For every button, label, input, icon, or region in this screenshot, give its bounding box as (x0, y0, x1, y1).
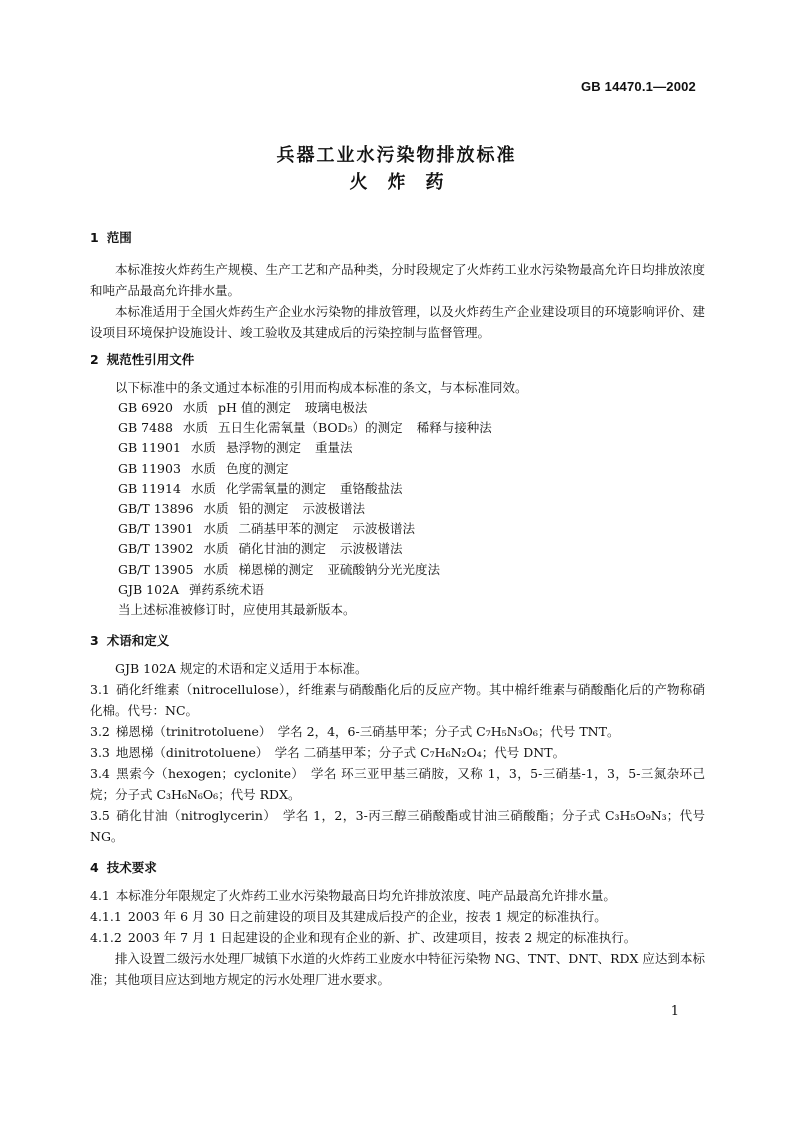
document-code: GB 14470.1—2002 (580, 79, 696, 94)
title-block (0, 143, 793, 197)
requirement-item: 4.1.2 2003 年 7 月 1 日起建设的企业和现有企业的新、扩、改建项目，按表 2 规定的标准执行。 (90, 930, 637, 946)
reference-item: GB/T 13905 水质 梯恩梯的测定 亚硫酸钠分光光度法 (118, 561, 441, 577)
reference-item: GB/T 13902 水质 硝化甘油的测定 示波极谱法 (118, 541, 403, 557)
term-definition: 3.5 硝化甘油（nitroglycerin） 学名 1，2，3-丙三醇三硝酸酯或甘油三硝酸酯；分子式 C₃H₅O₉N₃；代号 NG。 (90, 808, 705, 845)
reference-item: GB 11914 水质 化学需氧量的测定 重铬酸盐法 (118, 480, 403, 496)
term-definition: 3.2 梯恩梯（trinitrotoluene） 学名 2，4，6-三硝基甲苯；分子式 C₇H₅N₃O₆；代号 TNT。 (90, 724, 620, 740)
section-number: 1 (90, 230, 99, 245)
page-title: 兵器工业水污染物排放标准 (276, 145, 517, 166)
paragraph: 排入设置二级污水处理厂城镇下水道的火炸药工业废水中特征污染物 NG、TNT、DNT、RDX 应达到本标准；其他项目应达到地方规定的污水处理厂进水要求。 (90, 951, 705, 988)
requirement-item: 4.1.1 2003 年 6 月 30 日之前建设的项目及其建成后投产的企业，按表 1 规定的标准执行。 (90, 909, 607, 925)
page-subtitle: 火炸药 (349, 172, 464, 193)
section-4-heading (90, 857, 705, 879)
term-definition: 3.1 硝化纤维素（nitrocellulose），纤维素与硝酸酯化后的反应产物。其中棉纤维素与硝酸酯化后的产物称硝化棉。代号：NC。 (90, 682, 705, 719)
section-title: 范围 (106, 230, 132, 245)
section-3-heading (90, 630, 705, 652)
reference-item: GB/T 13896 水质 铅的测定 示波极谱法 (118, 501, 366, 517)
paragraph: 以下标准中的条文通过本标准的引用而构成本标准的条文，与本标准同效。 (115, 380, 528, 395)
reference-item: GB 7488 水质 五日生化需氧量（BOD₅）的测定 稀释与接种法 (118, 420, 492, 436)
reference-item: GJB 102A 弹药系统术语 (118, 581, 265, 597)
paragraph: GJB 102A 规定的术语和定义适用于本标准。 (115, 661, 368, 677)
paragraph: 本标准按火炸药生产规模、生产工艺和产品种类，分时段规定了火炸药工业水污染物最高允许日均排放浓度和吨产品最高允许排水量。 (90, 262, 705, 298)
paragraph: 本标准适用于全国火炸药生产企业水污染物的排放管理，以及火炸药生产企业建设项目的环境影响评价、建设项目环境保护设施设计、竣工验收及其建成后的污染控制与监督管理。 (90, 304, 705, 340)
section-2-heading (90, 349, 705, 371)
section-number: 3 (90, 633, 99, 649)
page-number: 1 (670, 1004, 679, 1019)
reference-item: GB 6920 水质 pH 值的测定 玻璃电极法 (118, 400, 368, 415)
reference-outro: 当上述标准被修订时，应使用其最新版本。 (118, 602, 356, 618)
section-title: 规范性引用文件 (106, 352, 195, 367)
section-title: 技术要求 (106, 860, 157, 876)
section-1-heading (90, 227, 705, 249)
reference-item: GB/T 13901 水质 二硝基甲苯的测定 示波极谱法 (118, 521, 416, 537)
section-title: 术语和定义 (106, 633, 170, 649)
reference-item: GB 11903 水质 色度的测定 (118, 460, 289, 476)
reference-list (90, 398, 705, 620)
term-definition: 3.3 地恩梯（dinitrotoluene） 学名 二硝基甲苯；分子式 C₇H₆N₂O₄；代号 DNT。 (90, 745, 566, 761)
section-number: 4 (90, 860, 99, 876)
section-number: 2 (90, 352, 99, 367)
term-definition: 3.4 黑索今（hexogen；cyclonite） 学名 环三亚甲基三硝胺，又称 1，3，5-三硝基-1，3，5-三氮杂环己烷；分子式 C₃H₆N₆O₆；代号 RDX。 (90, 766, 705, 803)
document-body (90, 227, 705, 990)
requirement-item: 4.1 本标准分年限规定了火炸药工业水污染物最高日均允许排放浓度、吨产品最高允许排水量。 (90, 888, 616, 904)
reference-item: GB 11901 水质 悬浮物的测定 重量法 (118, 440, 353, 456)
